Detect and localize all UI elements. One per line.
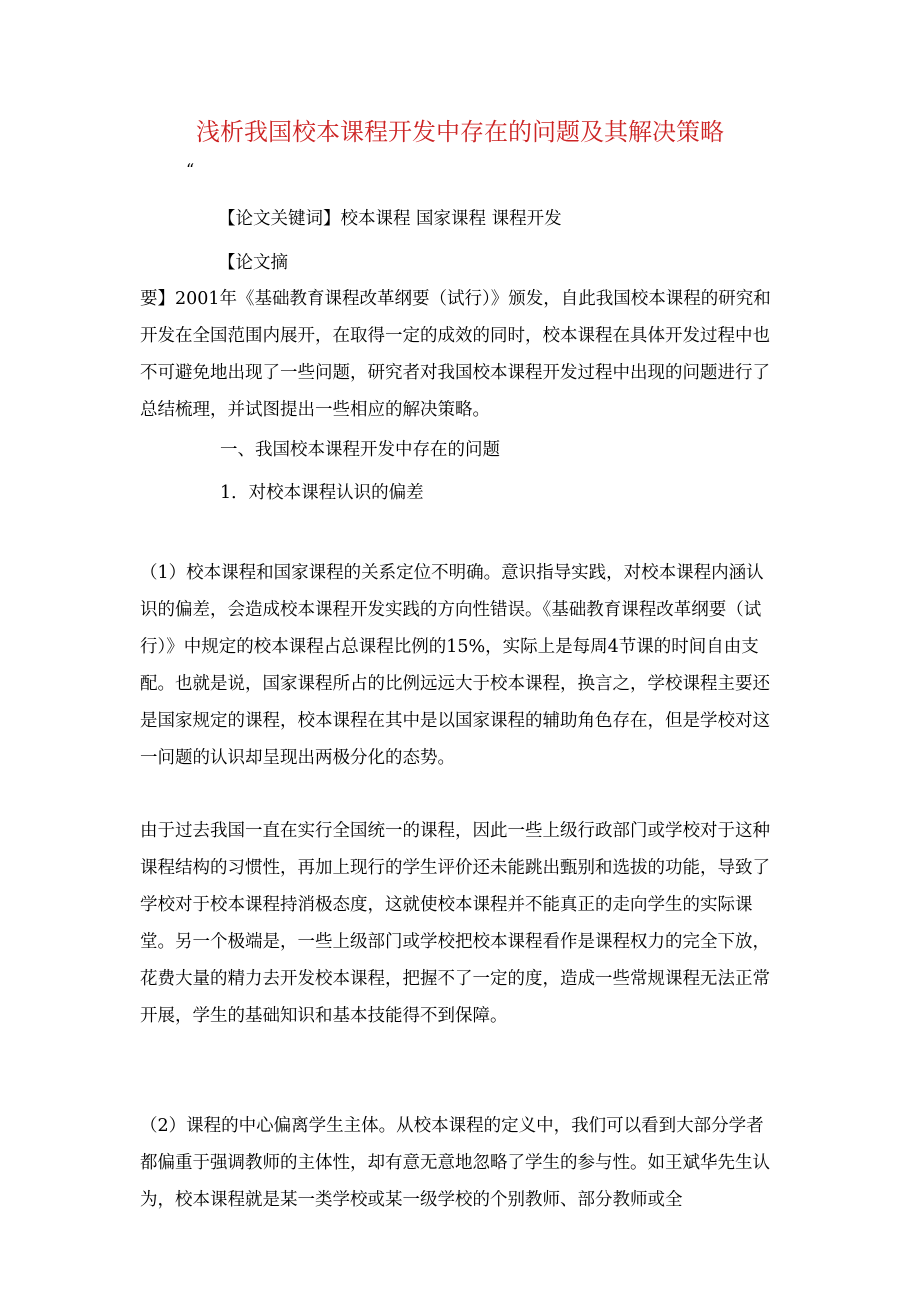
- section-1-heading: 一、我国校本课程开发中存在的问题: [220, 440, 500, 460]
- keywords-line: 【论文关键词】校本课程 国家课程 课程开发: [218, 209, 562, 229]
- subsection-1-heading: 1．对校本课程认识的偏差: [220, 483, 424, 503]
- paragraph-2: 由于过去我国一直在实行全国统一的课程，因此一些上级行政部门或学校对于这种课程结构的习惯性，再加上现行的学生评价还未能跳出甄别和选拔的功能，导致了学校对于校本课程持消极态度，这就使校本课程并不能真正的走向学生的实际课堂。另一个极端是，一些上级部门或学校把校本课程看作是课程权力的完全下放，花费大量的精力去开发校本课程，把握不了一定的度，造成一些常规课程无法正常开展，学生的基础知识和基本技能得不到保障。: [140, 821, 770, 1026]
- paragraph-1: （1）校本课程和国家课程的关系定位不明确。意识指导实践，对校本课程内涵认识的偏差，会造成校本课程开发实践的方向性错误。《基础教育课程改革纲要（试行）》中规定的校本课程占总课程比例的15%，实际上是每周4节课的时间自由支配。也就是说，国家课程所占的比例远远大于校本课程，换言之，学校课程主要还是国家规定的课程，校本课程在其中是以国家课程的辅助角色存在，但是学校对这一问题的认识却呈现出两极分化的态势。: [140, 563, 770, 768]
- paragraph-3: （2）课程的中心偏离学生主体。从校本课程的定义中，我们可以看到大部分学者都偏重于强调教师的主体性，却有意无意地忽略了学生的参与性。如王斌华先生认为，校本课程就是某一类学校或某一级学校的个别教师、部分教师或全: [140, 1116, 770, 1210]
- opening-quote-mark: “: [186, 160, 195, 179]
- abstract-body: 要】2001年《基础教育课程改革纲要（试行）》颁发，自此我国校本课程的研究和开发在全国范围内展开，在取得一定的成效的同时，校本课程在具体开发过程中也不可避免地出现了一些问题，研究者对我国校本课程开发过程中出现的问题进行了总结梳理，并试图提出一些相应的解决策略。: [140, 289, 771, 420]
- document-title: 浅析我国校本课程开发中存在的问题及其解决策略: [196, 118, 724, 146]
- abstract-label: 【论文摘: [218, 253, 288, 273]
